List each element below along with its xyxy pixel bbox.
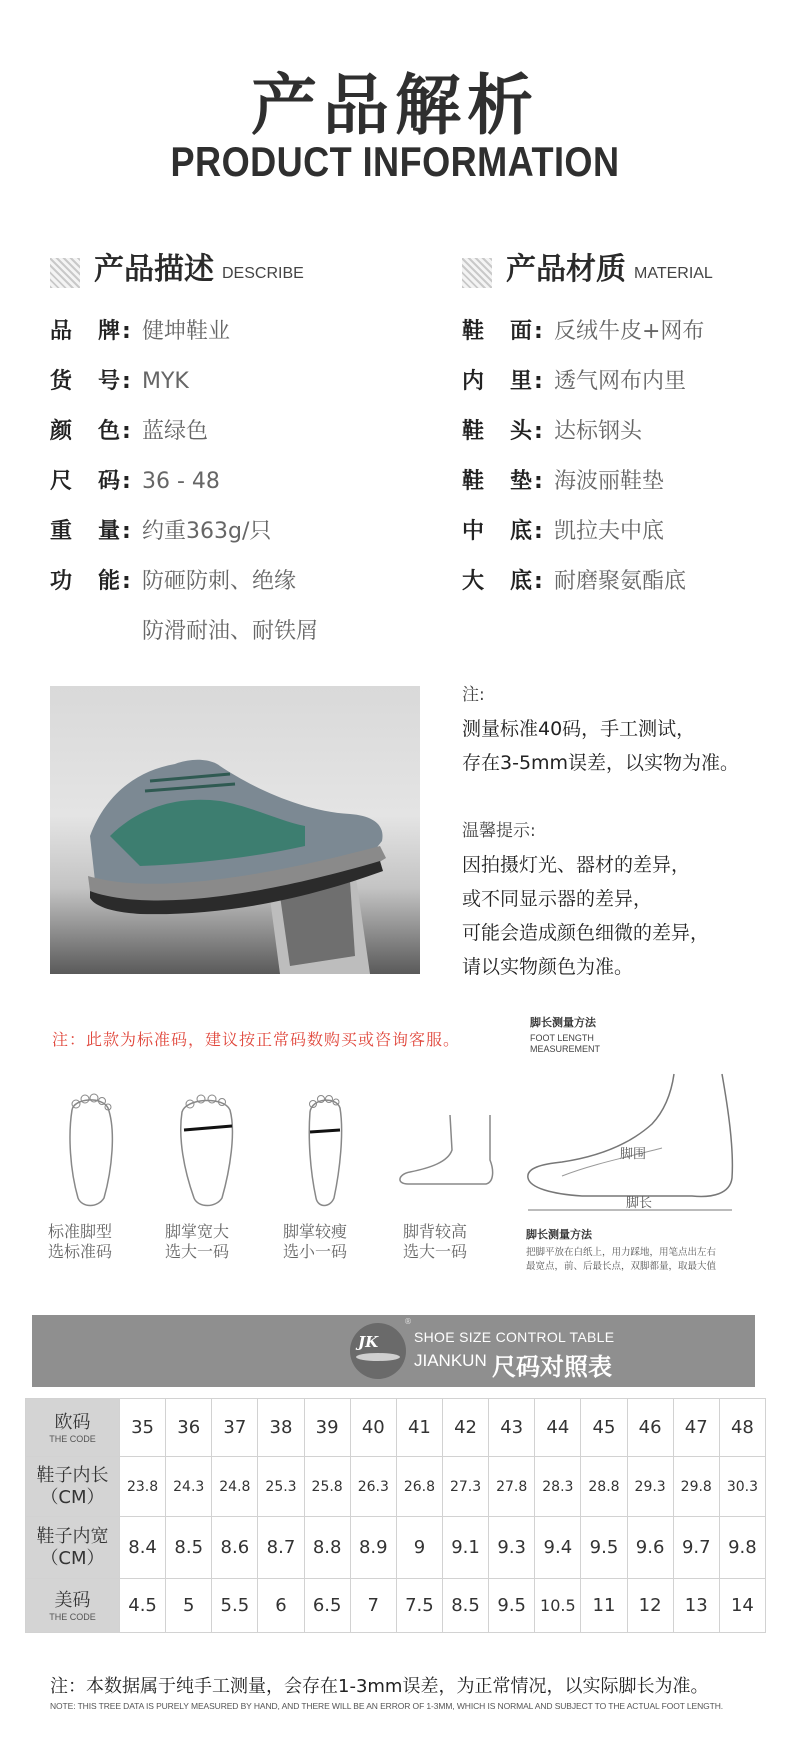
row-key: 鞋 头: bbox=[462, 419, 545, 444]
measure-title-cn: 脚长测量方法 bbox=[530, 1016, 596, 1029]
footer-note: 注：本数据属于纯手工测量，会存在1-3mm误差，为正常情况，以实际脚长为准。 bbox=[50, 1676, 709, 1697]
material-heading bbox=[462, 248, 713, 288]
row-value: 约重363g/只 bbox=[142, 519, 272, 544]
length-label: 脚长 bbox=[626, 1196, 653, 1211]
table-cell: 25.8 bbox=[304, 1457, 350, 1517]
table-cell: 47 bbox=[673, 1399, 719, 1457]
header-cn: 美码 bbox=[54, 1589, 91, 1611]
table-cell: 9.8 bbox=[719, 1517, 765, 1579]
table-cell: 41 bbox=[396, 1399, 442, 1457]
foot-high-instep-icon bbox=[390, 1110, 500, 1194]
table-cell: 26.3 bbox=[350, 1457, 396, 1517]
material-row bbox=[462, 520, 704, 544]
describe-row bbox=[50, 570, 318, 594]
row-value: 防砸防刺、绝缘 bbox=[142, 569, 297, 594]
describe-heading-en: DESCRIBE bbox=[222, 265, 304, 282]
fit-caption-standard bbox=[48, 1222, 112, 1262]
row-value: 海波丽鞋垫 bbox=[554, 469, 665, 494]
table-cell: 24.3 bbox=[166, 1457, 212, 1517]
table-cell: 7 bbox=[350, 1579, 396, 1633]
table-cell: 9.1 bbox=[442, 1517, 488, 1579]
caption-line: 标准脚型 bbox=[48, 1222, 113, 1241]
describe-row bbox=[50, 420, 318, 444]
table-cell: 38 bbox=[258, 1399, 304, 1457]
header-unit: （CM） bbox=[40, 1486, 105, 1508]
table-cell: 35 bbox=[120, 1399, 166, 1457]
banner-brand: JIANKUN bbox=[414, 1351, 487, 1370]
size-table bbox=[25, 1398, 766, 1633]
measure-title-en: MEASUREMENT bbox=[530, 1044, 601, 1054]
header-unit: （CM） bbox=[40, 1547, 105, 1569]
table-cell: 12 bbox=[627, 1579, 673, 1633]
table-cell: 9.5 bbox=[581, 1517, 627, 1579]
table-cell: 45 bbox=[581, 1399, 627, 1457]
fit-caption-wide bbox=[165, 1222, 229, 1262]
row-header bbox=[26, 1457, 120, 1517]
banner-en: SHOE SIZE CONTROL TABLE bbox=[414, 1329, 615, 1345]
row-value: MYK bbox=[142, 369, 189, 394]
page-title: 产品解析 bbox=[251, 67, 539, 144]
table-cell: 28.3 bbox=[535, 1457, 581, 1517]
table-row bbox=[26, 1399, 766, 1457]
table-cell: 10.5 bbox=[535, 1579, 581, 1633]
table-cell: 42 bbox=[442, 1399, 488, 1457]
size-chart-banner bbox=[32, 1315, 755, 1387]
foot-narrow-icon bbox=[286, 1090, 366, 1214]
foot-standard-icon bbox=[52, 1090, 132, 1214]
table-cell: 24.8 bbox=[212, 1457, 258, 1517]
row-key: 功 能: bbox=[50, 569, 133, 594]
method-title: 脚长测量方法 bbox=[526, 1228, 592, 1241]
tip-line: 或不同显示器的差异， bbox=[462, 888, 653, 910]
row-value: 健坤鞋业 bbox=[142, 319, 231, 344]
caption-line: 选大一码 bbox=[403, 1242, 468, 1261]
row-key-empty bbox=[50, 620, 142, 644]
table-cell: 27.3 bbox=[442, 1457, 488, 1517]
banner-cn: 尺码对照表 bbox=[492, 1353, 612, 1381]
table-cell: 8.8 bbox=[304, 1517, 350, 1579]
material-row bbox=[462, 470, 704, 494]
table-cell: 48 bbox=[719, 1399, 765, 1457]
table-cell: 37 bbox=[212, 1399, 258, 1457]
product-photo bbox=[50, 686, 420, 974]
describe-row bbox=[50, 520, 318, 544]
shoe-illustration bbox=[50, 686, 420, 974]
measure-title-en: FOOT LENGTH bbox=[530, 1033, 594, 1043]
row-key: 内 里: bbox=[462, 369, 545, 394]
describe-list bbox=[50, 320, 318, 644]
table-cell: 8.5 bbox=[442, 1579, 488, 1633]
material-row bbox=[462, 570, 704, 594]
foot-wide-icon bbox=[168, 1090, 248, 1214]
row-key: 重 量: bbox=[50, 519, 133, 544]
table-cell: 9.7 bbox=[673, 1517, 719, 1579]
table-cell: 39 bbox=[304, 1399, 350, 1457]
table-cell: 29.8 bbox=[673, 1457, 719, 1517]
table-cell: 26.8 bbox=[396, 1457, 442, 1517]
table-cell: 25.3 bbox=[258, 1457, 304, 1517]
page-subtitle: PRODUCT INFORMATION bbox=[170, 138, 620, 185]
tip-label: 温馨提示: bbox=[462, 821, 536, 841]
table-cell: 9 bbox=[396, 1517, 442, 1579]
table-cell: 6 bbox=[258, 1579, 304, 1633]
row-value: 蓝绿色 bbox=[142, 419, 209, 444]
row-key: 鞋 垫: bbox=[462, 469, 545, 494]
table-row bbox=[26, 1457, 766, 1517]
header-en: THE CODE bbox=[49, 1433, 96, 1444]
note-label: 注: bbox=[462, 685, 485, 705]
table-cell: 14 bbox=[719, 1579, 765, 1633]
method-line: 最宽点，前、后最长点，双脚都量，取最大值 bbox=[526, 1261, 717, 1272]
table-cell: 11 bbox=[581, 1579, 627, 1633]
table-cell: 9.6 bbox=[627, 1517, 673, 1579]
table-cell: 8.6 bbox=[212, 1517, 258, 1579]
table-cell: 5 bbox=[166, 1579, 212, 1633]
note-text bbox=[462, 712, 739, 780]
row-value: 防滑耐油、耐铁屑 bbox=[142, 619, 319, 644]
table-cell: 9.3 bbox=[489, 1517, 535, 1579]
caption-line: 脚背较高 bbox=[403, 1222, 468, 1241]
row-value: 耐磨聚氨酯底 bbox=[554, 569, 687, 594]
describe-row bbox=[50, 370, 318, 394]
caption-line: 选小一码 bbox=[283, 1242, 348, 1261]
material-row bbox=[462, 370, 704, 394]
row-key: 尺 码: bbox=[50, 469, 133, 494]
table-cell: 7.5 bbox=[396, 1579, 442, 1633]
table-cell: 46 bbox=[627, 1399, 673, 1457]
caption-line: 脚掌较瘦 bbox=[283, 1222, 348, 1241]
row-header bbox=[26, 1517, 120, 1579]
hatch-icon bbox=[50, 258, 80, 288]
material-list bbox=[462, 320, 704, 594]
material-heading-cn: 产品材质 bbox=[506, 252, 626, 287]
describe-row bbox=[50, 320, 318, 344]
header-cn: 欧码 bbox=[54, 1411, 91, 1433]
describe-heading-cn: 产品描述 bbox=[94, 252, 214, 287]
row-key: 货 号: bbox=[50, 369, 133, 394]
logo-swoosh bbox=[356, 1353, 400, 1361]
note-line: 存在3-5mm误差，以实物为准。 bbox=[462, 752, 740, 774]
table-cell: 4.5 bbox=[120, 1579, 166, 1633]
row-key: 品 牌: bbox=[50, 319, 133, 344]
row-value: 36 - 48 bbox=[142, 469, 220, 494]
table-cell: 40 bbox=[350, 1399, 396, 1457]
row-value: 凯拉夫中底 bbox=[554, 519, 665, 544]
describe-heading bbox=[50, 248, 304, 288]
standard-size-note: 注：此款为标准码，建议按正常码数购买或咨询客服。 bbox=[52, 1030, 461, 1049]
table-row bbox=[26, 1517, 766, 1579]
table-cell: 29.3 bbox=[627, 1457, 673, 1517]
table-cell: 13 bbox=[673, 1579, 719, 1633]
table-cell: 8.7 bbox=[258, 1517, 304, 1579]
method-line: 把脚平放在白纸上，用力踩地，用笔点出左右 bbox=[526, 1247, 717, 1258]
table-cell: 30.3 bbox=[719, 1457, 765, 1517]
table-cell: 5.5 bbox=[212, 1579, 258, 1633]
table-cell: 9.4 bbox=[535, 1517, 581, 1579]
footer-note-en: NOTE: THIS TREE DATA IS PURELY MEASURED BY HAND, AND THERE WILL BE AN ERROR OF 1-3MM, WHICH IS NORMAL AND SUBJECT TO THE ACTUAL FOOT LENGTH. bbox=[50, 1701, 724, 1711]
table-cell: 28.8 bbox=[581, 1457, 627, 1517]
caption-line: 选标准码 bbox=[48, 1242, 113, 1261]
caption-line: 脚掌宽大 bbox=[165, 1222, 230, 1241]
note-line: 测量标准40码，手工测试， bbox=[462, 718, 696, 740]
tip-line: 因拍摄灯光、器材的差异， bbox=[462, 854, 691, 876]
tip-text bbox=[462, 848, 709, 984]
measure-heading bbox=[530, 1014, 600, 1055]
table-cell: 23.8 bbox=[120, 1457, 166, 1517]
fit-caption-high-instep bbox=[403, 1222, 467, 1262]
row-key: 鞋 面: bbox=[462, 319, 545, 344]
material-row bbox=[462, 420, 704, 444]
table-cell: 8.4 bbox=[120, 1517, 166, 1579]
table-cell: 8.5 bbox=[166, 1517, 212, 1579]
girth-label: 脚围 bbox=[620, 1147, 647, 1162]
header-cn: 鞋子内长 bbox=[36, 1464, 109, 1486]
registered-mark: ® bbox=[404, 1317, 412, 1326]
header-cn: 鞋子内宽 bbox=[36, 1525, 109, 1547]
row-value: 透气网布内里 bbox=[554, 369, 687, 394]
describe-row bbox=[50, 470, 318, 494]
logo-text: JK bbox=[358, 1333, 379, 1351]
table-cell: 6.5 bbox=[304, 1579, 350, 1633]
hatch-icon bbox=[462, 258, 492, 288]
tip-line: 请以实物颜色为准。 bbox=[462, 956, 634, 978]
row-key: 大 底: bbox=[462, 569, 545, 594]
table-cell: 36 bbox=[166, 1399, 212, 1457]
row-value: 反绒牛皮+网布 bbox=[554, 319, 705, 344]
table-cell: 27.8 bbox=[489, 1457, 535, 1517]
row-key: 中 底: bbox=[462, 519, 545, 544]
material-heading-en: MATERIAL bbox=[634, 265, 713, 282]
fit-caption-narrow bbox=[283, 1222, 347, 1262]
jk-logo-icon bbox=[350, 1323, 406, 1379]
row-header bbox=[26, 1579, 120, 1633]
describe-row bbox=[50, 620, 318, 644]
row-value: 达标钢头 bbox=[554, 419, 643, 444]
row-key: 颜 色: bbox=[50, 419, 133, 444]
tip-line: 可能会造成颜色细微的差异， bbox=[462, 922, 710, 944]
table-cell: 43 bbox=[489, 1399, 535, 1457]
method-text bbox=[526, 1246, 716, 1274]
row-header bbox=[26, 1399, 120, 1457]
caption-line: 选大一码 bbox=[165, 1242, 230, 1261]
header-en: THE CODE bbox=[49, 1611, 96, 1622]
table-cell: 8.9 bbox=[350, 1517, 396, 1579]
table-cell: 44 bbox=[535, 1399, 581, 1457]
material-row bbox=[462, 320, 704, 344]
table-cell: 9.5 bbox=[489, 1579, 535, 1633]
table-row bbox=[26, 1579, 766, 1633]
